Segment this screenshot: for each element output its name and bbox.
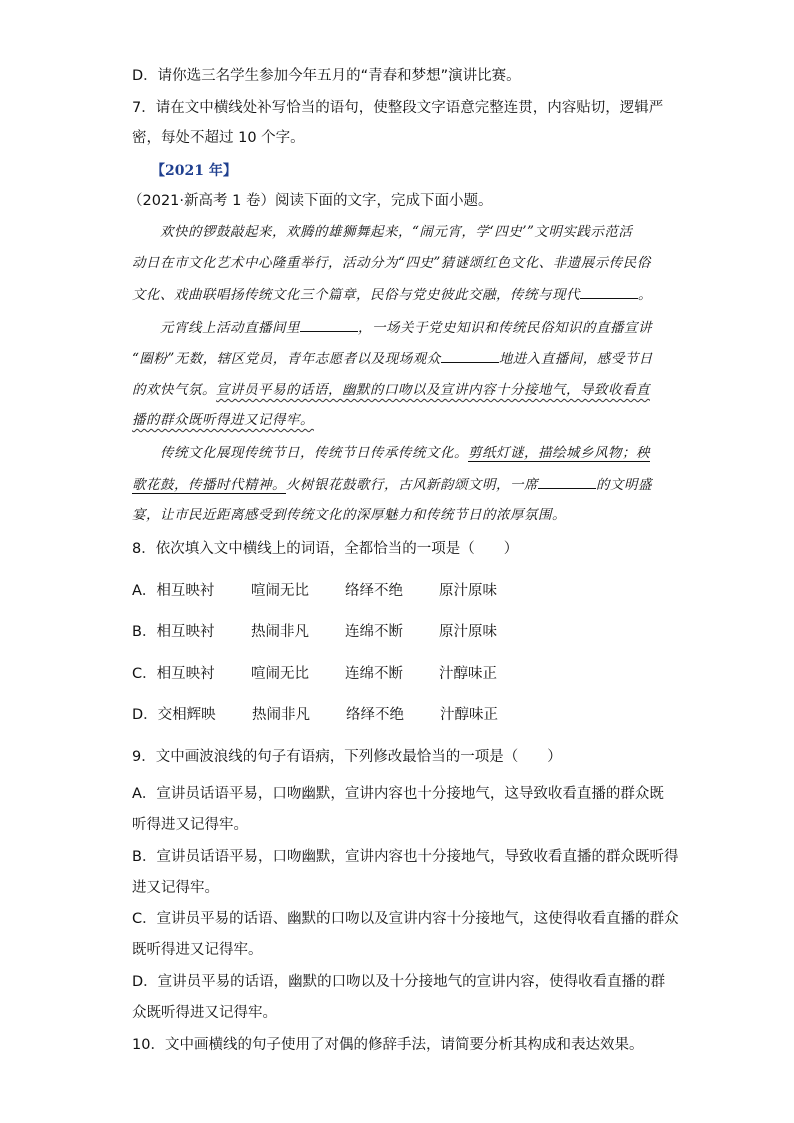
option-a-word-3: 络绎不绝 bbox=[345, 583, 403, 599]
passage-p2-text-e: 的欢快气氛。 bbox=[132, 382, 216, 398]
question-9-option-b-line-1: B．宣讲员话语平易，口吻幽默，宣讲内容也十分接地气，导致收看直播的群众既听得 bbox=[132, 849, 679, 865]
question-9-option-d-line-1: D．宣讲员平易的话语，幽默的口吻以及十分接地气的宣讲内容，使得收看直播的群 bbox=[132, 974, 666, 990]
source-line: （2021·新高考 1 卷）阅读下面的文字，完成下面小题。 bbox=[128, 193, 493, 209]
option-a-word-4: 原汁原味 bbox=[439, 583, 497, 599]
passage-p2-line-2 bbox=[132, 348, 653, 369]
question-7-line-2: 密，每处不超过 10 个字。 bbox=[132, 130, 305, 146]
question-9-option-a-line-1: A．宣讲员话语平易，口吻幽默，宣讲内容也十分接地气，这导致收看直播的群众既 bbox=[132, 786, 664, 802]
option-c-word-2: 喧闹无比 bbox=[251, 666, 309, 682]
question-9-option-a-line-2: 听得进又记得牢。 bbox=[132, 817, 248, 833]
option-b-word-4: 原汁原味 bbox=[439, 624, 497, 640]
passage-p3-text-c: 的文明盛 bbox=[596, 477, 652, 493]
passage-p3-text-b: 火树银花鼓歌行，古风新韵颂文明，一席 bbox=[286, 477, 538, 493]
passage-p3-line-3: 宴，让市民近距离感受到传统文化的深厚魅力和传统节日的浓厚氛围。 bbox=[132, 507, 566, 523]
option-b-word-3: 连绵不断 bbox=[345, 624, 403, 640]
blank-3 bbox=[441, 348, 499, 363]
blank-1 bbox=[580, 284, 638, 299]
passage-p2-text-a: 元宵线上活动直播间里 bbox=[160, 320, 300, 336]
option-a-word-1: A．相互映衬 bbox=[132, 583, 215, 599]
option-c-word-1: C．相互映衬 bbox=[132, 666, 215, 682]
question-10-stem: 10．文中画横线的句子使用了对偶的修辞手法，请简要分析其构成和表达效果。 bbox=[132, 1037, 644, 1053]
passage-p1-end: 。 bbox=[638, 287, 652, 303]
option-a-word-2: 喧闹无比 bbox=[251, 583, 309, 599]
passage-p2-line-3 bbox=[132, 380, 650, 400]
passage-p1-line-2: 动日在市文化艺术中心隆重举行，活动分为“四史”猜谜颂红色文化、非遗展示传民俗 bbox=[132, 255, 651, 271]
passage-p2-text-c: “圈粉”无数，辖区党员，青年志愿者以及现场观众 bbox=[132, 351, 441, 367]
question-9-option-c-line-1: C．宣讲员平易的话语、幽默的口吻以及宣讲内容十分接地气，这使得收看直播的群众 bbox=[132, 911, 679, 927]
passage-p2-text-d: 地进入直播间，感受节日 bbox=[498, 351, 653, 367]
passage-p3-text-a: 传统文化展现传统节日，传统节日传承传统文化。 bbox=[160, 445, 468, 461]
passage-p3-line-2 bbox=[132, 474, 652, 495]
passage-p1-line-1: 欢快的锣鼓敲起来，欢腾的雄狮舞起来，“闹元宵，学‘四史’”文明实践示范活 bbox=[160, 224, 633, 240]
underlined-sentence-part-1: 剪纸灯谜，描绘城乡风物；秧 bbox=[468, 445, 650, 461]
year-heading: 【2021 年】 bbox=[151, 163, 237, 179]
option-b-word-1: B．相互映衬 bbox=[132, 624, 215, 640]
option-d-word-1: D．交相辉映 bbox=[132, 707, 216, 723]
blank-2 bbox=[300, 317, 358, 332]
option-d-word-3: 络绎不绝 bbox=[346, 707, 404, 723]
question-9-stem: 9．文中画波浪线的句子有语病，下列修改最恰当的一项是（ ） bbox=[132, 749, 562, 765]
wavy-sentence-part-1: 宣讲员平易的话语，幽默的口吻以及宣讲内容十分接地气，导致收看直 bbox=[216, 382, 650, 398]
option-b-word-2: 热闹非凡 bbox=[251, 624, 309, 640]
passage-p1-line-3 bbox=[132, 284, 652, 305]
passage-p2-line-1 bbox=[160, 317, 652, 338]
option-d-word-2: 热闹非凡 bbox=[252, 707, 310, 723]
question-9-option-b-line-2: 进又记得牢。 bbox=[132, 880, 219, 896]
passage-p1-text: 文化、戏曲联唱扬传统文化三个篇章，民俗与党史彼此交融，传统与现代 bbox=[132, 287, 580, 303]
passage-p2-text-b: ，一场关于党史知识和传统民俗知识的直播宣讲 bbox=[358, 320, 652, 336]
option-c-word-3: 连绵不断 bbox=[345, 666, 403, 682]
underlined-sentence-part-2: 歌花鼓，传播时代精神。 bbox=[132, 477, 286, 493]
passage-p3-line-1 bbox=[160, 443, 650, 463]
blank-4 bbox=[538, 474, 596, 489]
prev-option-d: D．请你选三名学生参加今年五月的“青春和梦想”演讲比赛。 bbox=[132, 68, 521, 84]
question-9-option-c-line-2: 既听得进又记得牢。 bbox=[132, 942, 263, 958]
option-c-word-4: 汁醇味正 bbox=[439, 666, 497, 682]
question-8-stem: 8．依次填入文中横线上的词语，全都恰当的一项是（ ） bbox=[132, 541, 519, 557]
question-9-option-d-line-2: 众既听得进又记得牢。 bbox=[132, 1005, 277, 1021]
question-7-line-1: 7．请在文中横线处补写恰当的语句，使整段文字语意完整连贯，内容贴切，逻辑严 bbox=[132, 100, 664, 116]
passage-p2-line-4 bbox=[132, 410, 314, 430]
wavy-sentence-part-2: 播的群众既听得进又记得牢。 bbox=[132, 412, 314, 428]
option-d-word-4: 汁醇味正 bbox=[440, 707, 498, 723]
